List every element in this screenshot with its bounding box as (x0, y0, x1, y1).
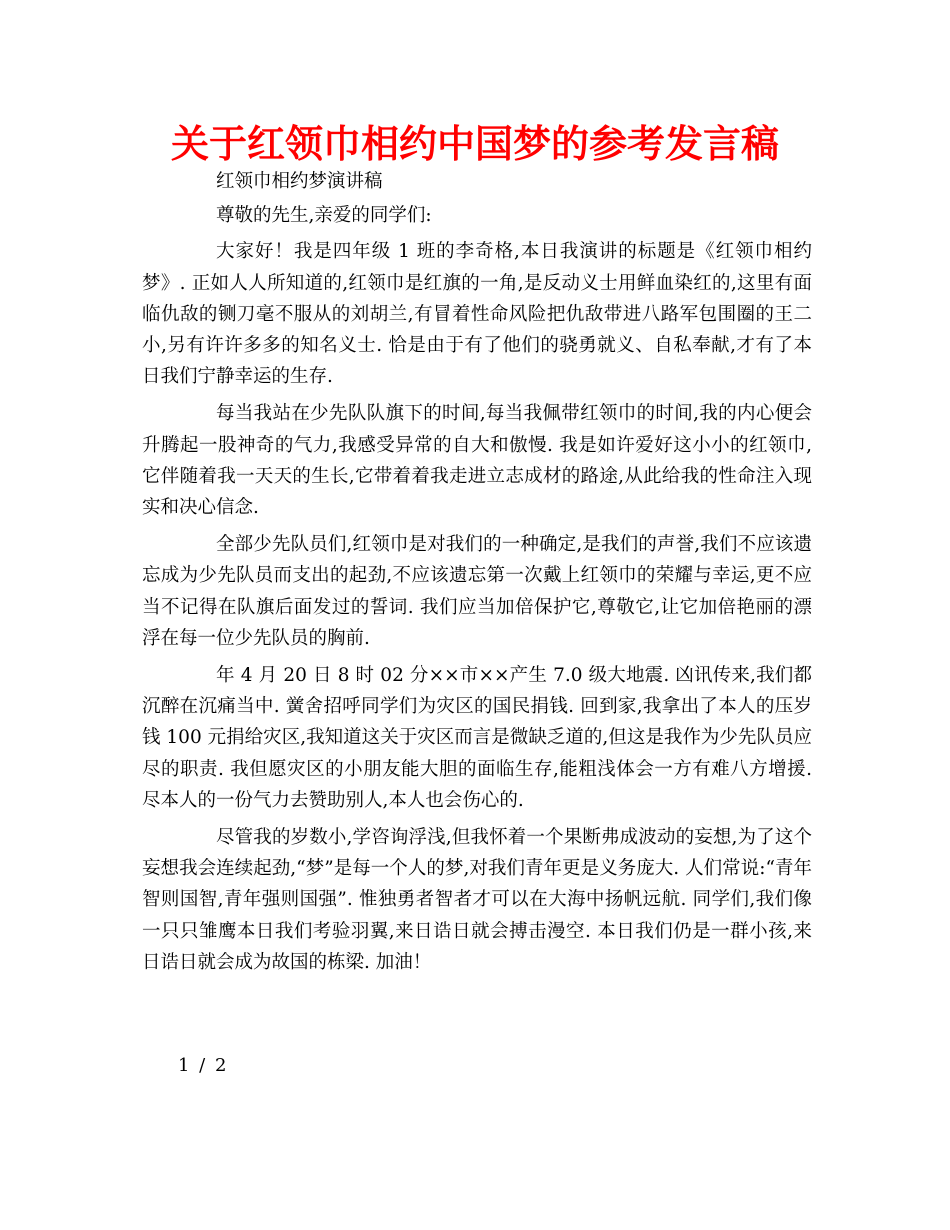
document-body (142, 166, 812, 978)
paragraph-4: 年 4 月 20 日 8 时 02 分××市××产生 7.0 级大地震. 凶讯传来,我们都沉醉在沉痛当中. 黉舍招呼同学们为灾区的国民捐钱. 回到家,我拿出了本人的压岁钱 100 元捐给灾区,我知道这关于灾区而言是微缺乏道的,但这是我作为少先队员应尽的职责. 我但愿灾区的小朋友能大胆的面临生存,能粗浅体会一方有难八方增援. 尽本人的一份气力去赞助别人,本人也会伤心的. (142, 665, 812, 811)
speech-subtitle: 红领巾相约梦演讲稿 (216, 171, 383, 192)
document-title: 关于红领巾相约中国梦的参考发言稿 (170, 122, 779, 166)
paragraph-2: 每当我站在少先队队旗下的时间,每当我佩带红领巾的时间,我的内心便会升腾起一股神奇的气力,我感受异常的自大和傲慢. 我是如许爱好这小小的红领巾,它伴随着我一天天的生长,它带着着我走进立志成材的路途,从此给我的性命注入现实和决心信念. (142, 403, 812, 519)
paragraph-3: 全部少先队员们,红领巾是对我们的一种确定,是我们的声誉,我们不应该遗忘成为少先队员而支出的起劲,不应该遗忘第一次戴上红领巾的荣耀与幸运,更不应当不记得在队旗后面发过的誓词. 我们应当加倍保护它,尊敬它,让它加倍艳丽的漂浮在每一位少先队员的胸前. (142, 534, 812, 649)
paragraph-5: 尽管我的岁数小,学咨询浮浅,但我怀着一个果断弗成波动的妄想,为了这个妄想我会连续起劲,“梦”是每一个人的梦,对我们青年更是义务庞大. 人们常说:“青年智则国智,青年强则国强”. 惟独勇者智者才可以在大海中扬帆远航. 同学们,我们像一只只雏鹰本日我们考验羽翼,来日诰日就会搏击漫空. 本日我们仍是一群小孩,来日诰日就会成为故国的栋梁. 加油！ (142, 827, 812, 973)
paragraph-1: 大家好！我是四年级 1 班的李奇格,本日我演讲的标题是《红领巾相约梦》. 正如人人所知道的,红领巾是红旗的一角,是反动义士用鲜血染红的,这里有面临仇敌的铡刀毫不服从的刘胡兰,有冒着性命风险把仇敌带进八路军包围圈的王二小,另有许许多多的知名义士. 恰是由于有了他们的骁勇就义、自私奉献,才有了本日我们宁静幸运的生存. (142, 241, 812, 388)
salutation: 尊敬的先生,亲爱的同学们: (216, 205, 432, 227)
page-number: 1 / 2 (178, 1055, 229, 1076)
